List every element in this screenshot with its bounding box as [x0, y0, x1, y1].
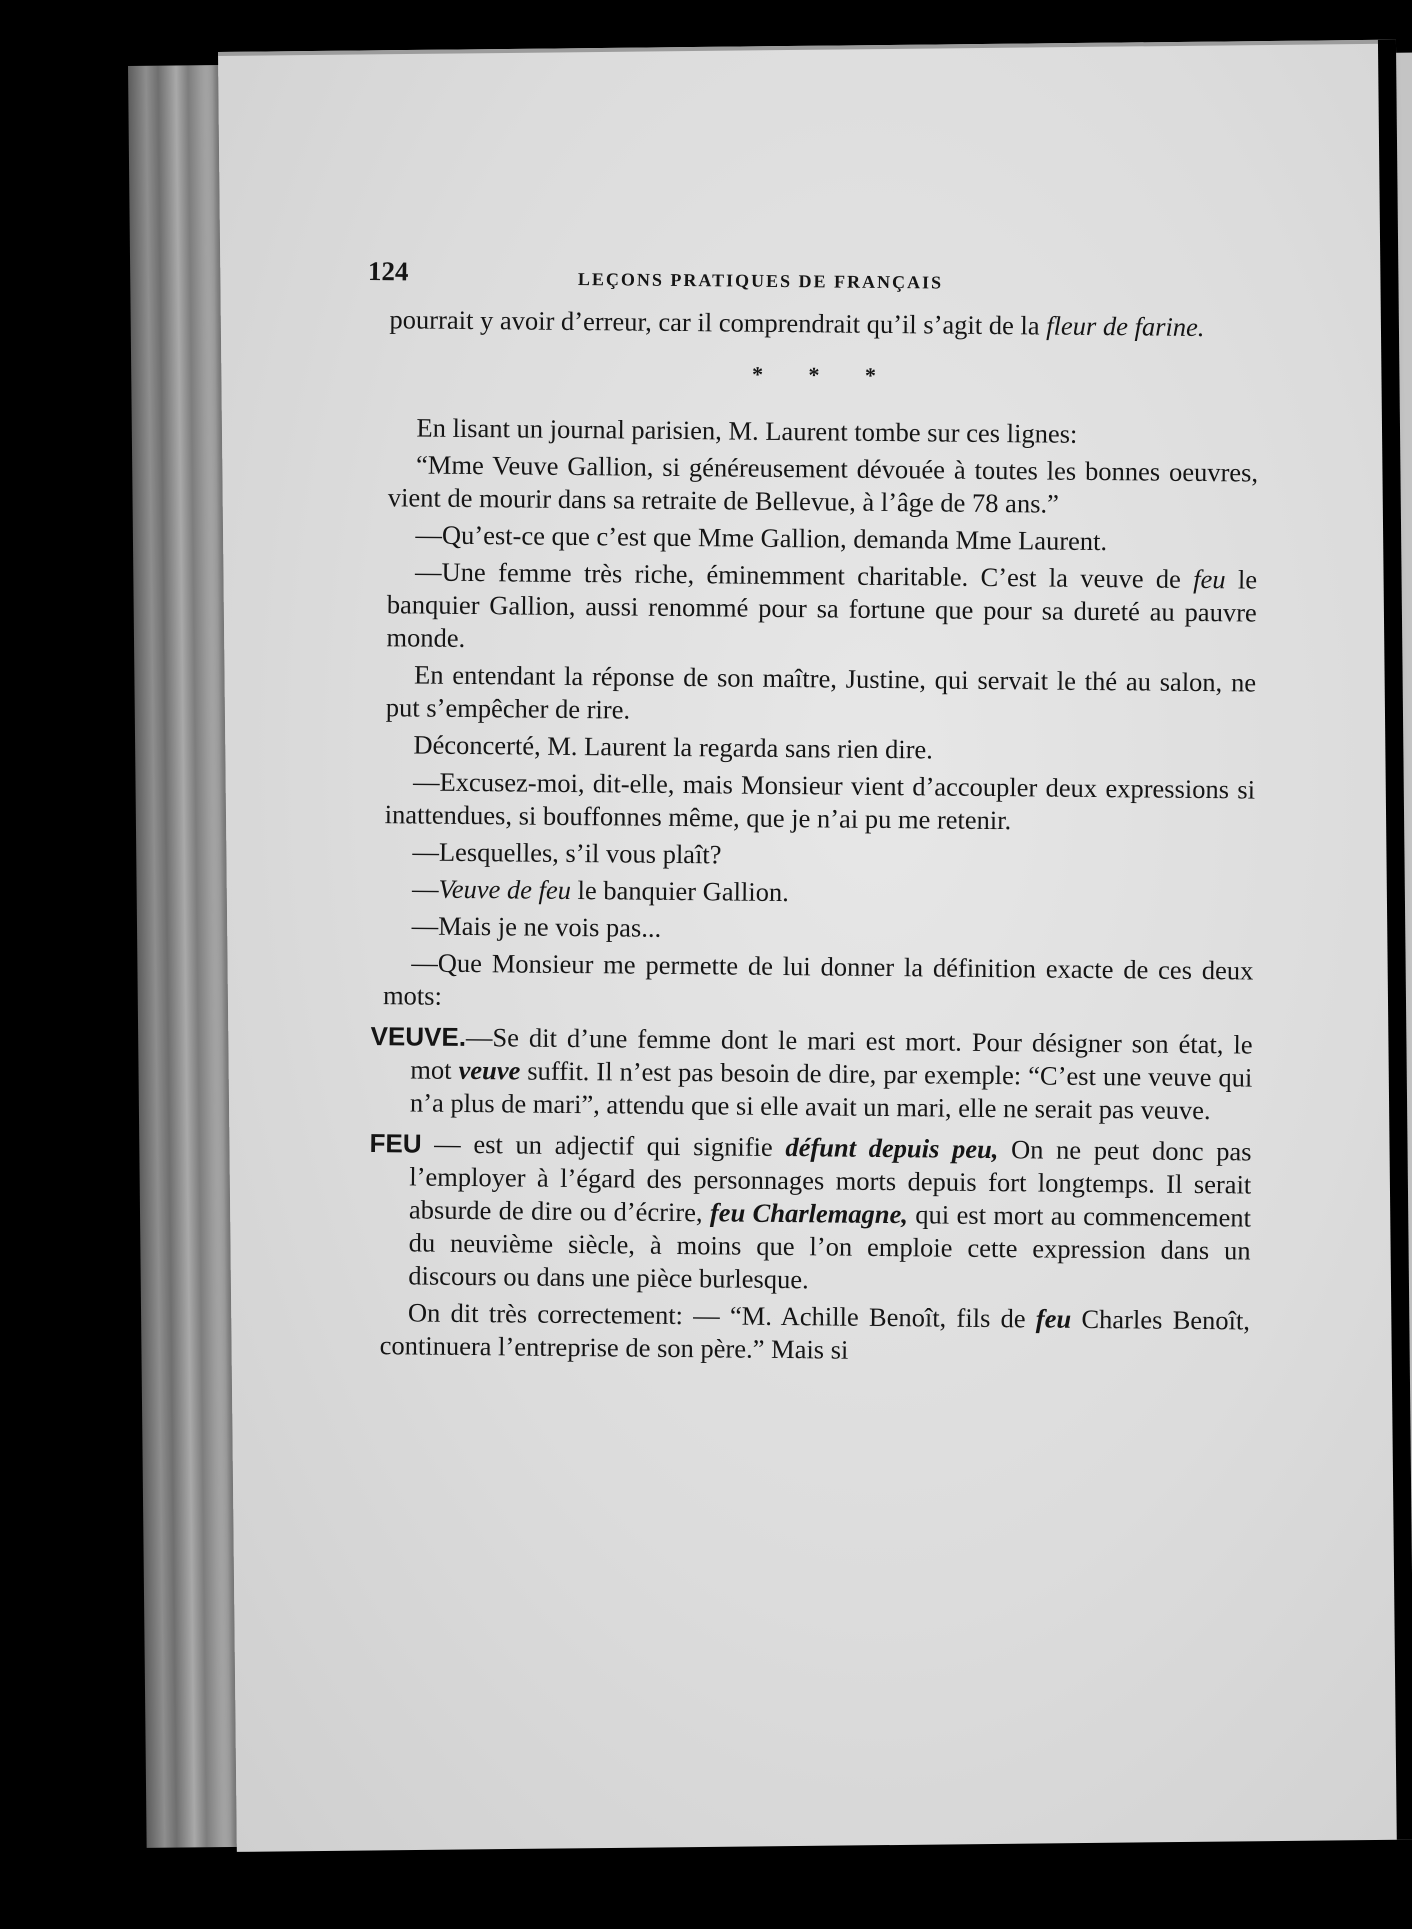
definition-term: FEU [369, 1128, 422, 1159]
italic-run: Veuve de feu [438, 873, 572, 905]
paragraph-8-dialogue: —Excusez-moi, dit-elle, mais Monsieur vient d’accoupler deux expressions si inattendues, si bouffonnes même, que je n’ai pu me retenir. [384, 766, 1256, 836]
page-top-edge [218, 40, 1396, 56]
paragraph-11-dialogue: —Mais je ne vois pas... [411, 910, 662, 943]
page-header [368, 255, 1260, 312]
paragraph-5-dialogue [386, 555, 1257, 662]
page-text [367, 255, 1261, 1370]
paragraph-4-dialogue: —Qu’est-ce que c’est que Mme Gallion, demanda Mme Laurent. [415, 519, 1108, 557]
running-title: LEÇONS PRATIQUES DE FRANÇAIS [577, 269, 944, 293]
text-run: —Se dit d’une femme dont le mari est mort. Pour désigner son état, le mot [410, 1021, 1253, 1085]
section-separator: * * * [751, 361, 897, 389]
page-number: 124 [367, 255, 409, 287]
text-run: qui est mort au commencement du neuvième siècle, à moins que l’on emploie cette expression dans un discours ou dans une pièce burlesque. [408, 1199, 1252, 1295]
italic-run: feu [1035, 1303, 1072, 1334]
text-run: le banquier Gallion, aussi renommé pour sa fortune que pour sa dureté au pauvre monde. [386, 564, 1258, 653]
italic-run: feu Charlemagne, [709, 1197, 909, 1230]
text-run: On dit très correctement: — “M. Achille Benoît, fils de [407, 1297, 1037, 1334]
paragraph-2: En lisant un journal parisien, M. Laurent tombe sur ces lignes: [416, 412, 1078, 449]
definition-veuve [370, 1020, 1253, 1127]
text-run: Charles Benoît, continuera l’entreprise de son père.” Mais si [379, 1303, 1251, 1365]
definition-feu [369, 1127, 1252, 1300]
paragraph-3-quote: “Mme Veuve Gallion, si généreusement dévouée à toutes les bonnes oeuvres, vient de mourir dans sa retraite de Bellevue, à l’âge de 78 ans.” [387, 449, 1259, 519]
text-run: le banquier Gallion. [570, 874, 789, 908]
text-run: On ne peut donc pas l’employer à l’égard des personnages morts depuis fort longtemps. Il serait absurde de dire ou d’écrire, [408, 1134, 1252, 1228]
paragraph-10-dialogue [384, 872, 1254, 913]
italic-run: feu [1193, 563, 1226, 595]
paragraph-7: Déconcerté, M. Laurent la regarda sans rien dire. [413, 729, 934, 765]
text-run: — [411, 873, 439, 904]
text-run: pourrait y avoir d’erreur, car il comprendrait qu’il s’agit de la [389, 304, 1047, 341]
paragraph-13 [380, 1296, 1251, 1370]
italic-run: défunt depuis peu, [785, 1132, 999, 1165]
italic-run: veuve [458, 1054, 521, 1086]
text-run: —Une femme très riche, éminemment charitable. C’est la veuve de [414, 556, 1194, 594]
text-run: suffit. Il n’est pas besoin de dire, par exemple: “C’est une veuve qui n’a plus de mari”, attendu que si elle avait un mari, elle ne serait pas veuve. [409, 1055, 1253, 1126]
text-run: — est un adjectif qui signifie [421, 1128, 786, 1163]
paragraph-12-dialogue: —Que Monsieur me permette de lui donner la définition exacte de ces deux mots: [382, 947, 1254, 1011]
book-page [218, 40, 1412, 1852]
italic-run: fleur de farine. [1046, 310, 1205, 343]
paragraph-6: En entendant la réponse de son maître, Justine, qui servait le thé au salon, ne put s’empêcher de rire. [385, 659, 1257, 725]
definition-term: VEUVE. [370, 1021, 467, 1052]
paragraph-9-dialogue: —Lesquelles, s’il vous plaît? [412, 836, 722, 870]
